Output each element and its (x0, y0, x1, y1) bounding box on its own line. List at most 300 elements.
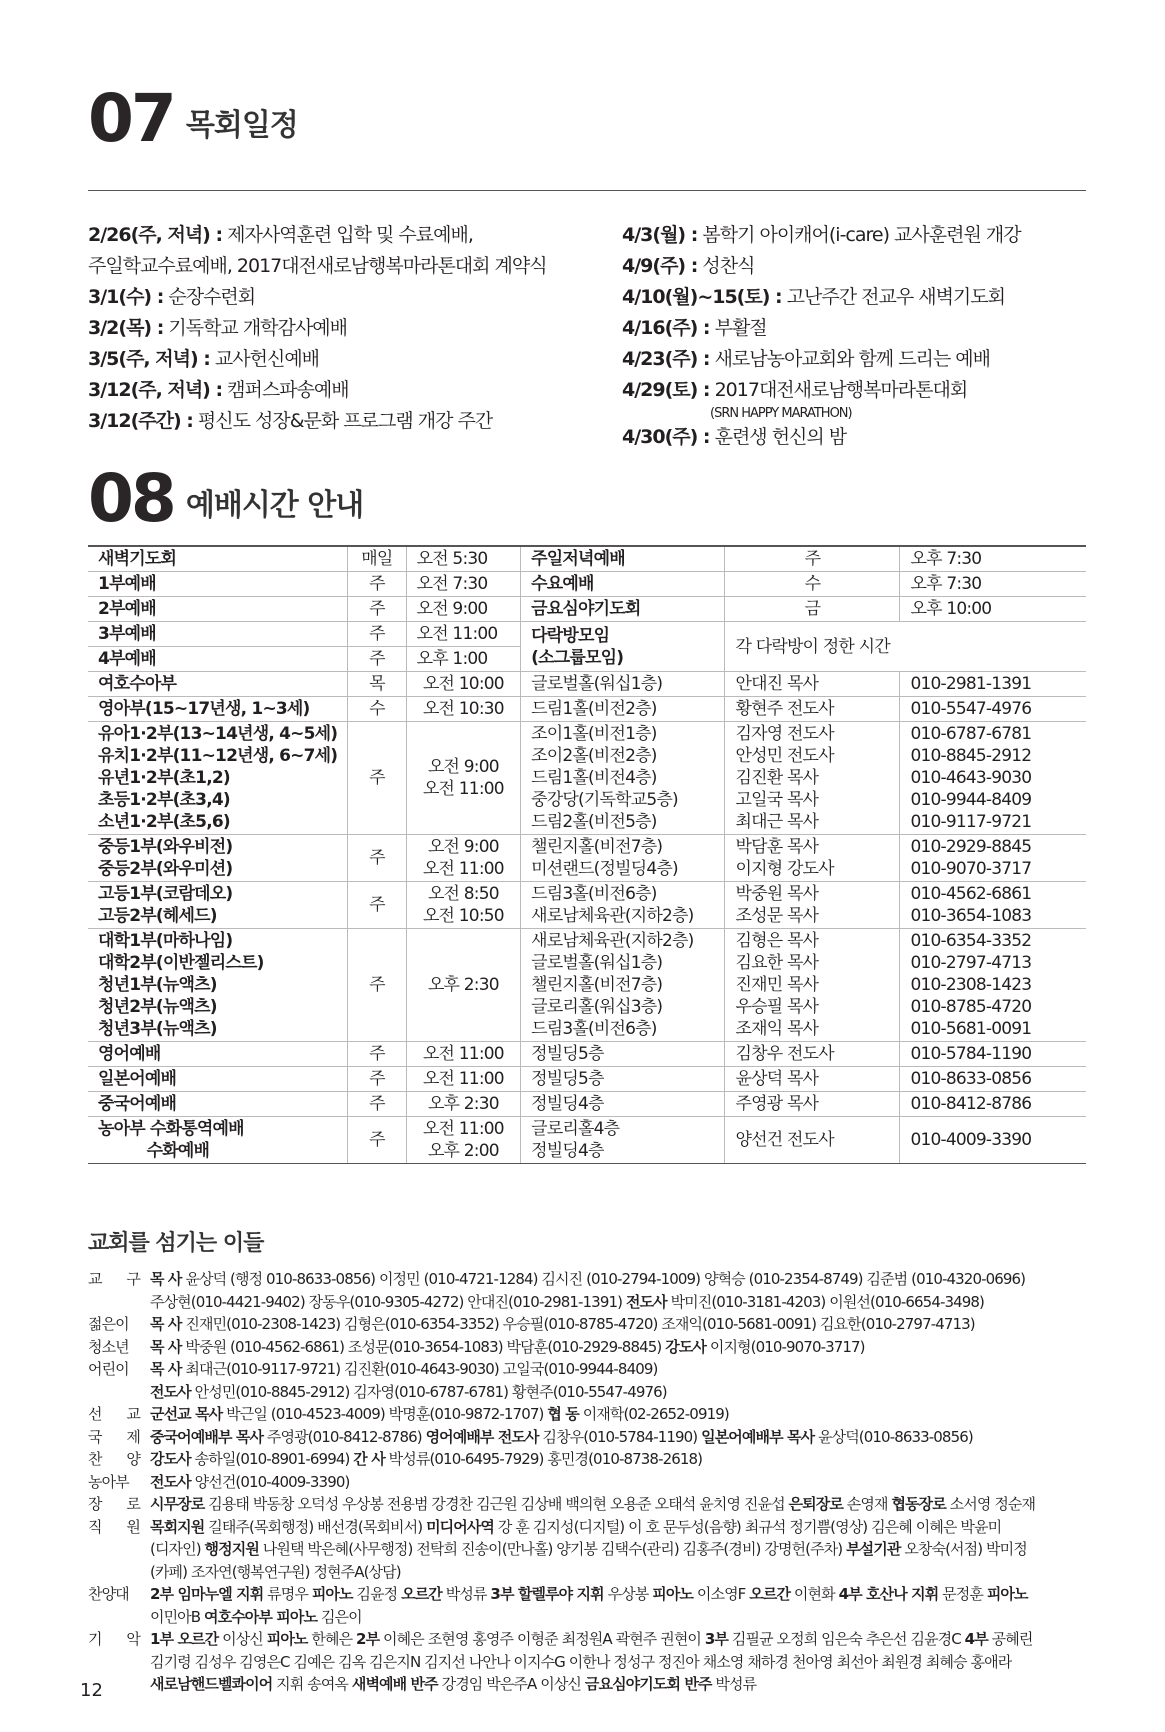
department-name (88, 929, 348, 1042)
staff-line (150, 1358, 1098, 1381)
service-time (406, 1067, 521, 1092)
staff-group-text (150, 1336, 1098, 1359)
staff-name-line: 박중원 목사 (735, 884, 819, 904)
staff-name-line: 우승필 목사 (735, 997, 819, 1017)
department-name-line: 유아1·2부(13~14년생, 4~5세) (98, 724, 338, 744)
staff-role: 군선교 목사 (150, 1405, 223, 1423)
service-time-line: 오전 9:00 (427, 757, 499, 777)
schedule-text: 성찬식 (697, 255, 755, 277)
worship-row (88, 1067, 1086, 1092)
staff-name (725, 1117, 900, 1164)
staff-names: 나원택 박은혜(사무행정) 전탁희 진송이(만나홀) 양기봉 김택수(관리) 김홍주(경비) 강명헌(주차) (258, 1540, 847, 1558)
staff-role: 시무장로 (150, 1495, 205, 1513)
service-place-line: 미션랜드(정빌딩4층) (531, 859, 678, 879)
service-place-line: 새로남체육관(지하2층) (531, 931, 694, 951)
service-day: 주 (725, 546, 900, 572)
staff-phone-line: 010-2797-4713 (910, 953, 1032, 973)
staff-role: 전도사 (625, 1292, 667, 1311)
department-name-line: 소년1·2부(초5,6) (98, 812, 230, 832)
staff-names: 윤상덕(010-8633-0856) (814, 1427, 973, 1446)
staff-line (150, 1561, 1098, 1584)
staff-names: 김기령 김성우 김영은C 김예은 김옥 김은지N 김지선 나안나 이지수G 이한나 정성구 정진아 채소영 채하경 천아영 최선아 최원경 최혜승 홍애라 (150, 1652, 1012, 1671)
staff-line (150, 1583, 1098, 1606)
schedule-item (88, 313, 618, 344)
service-name: 3부예배 (88, 622, 348, 647)
staff-line (150, 1403, 1098, 1426)
staff-role: 협 동 (547, 1405, 579, 1423)
staff-group-label: 찬 양 (88, 1450, 140, 1468)
schedule-date: 4/3(월) : (622, 224, 698, 246)
service-time: 오후 7:30 (900, 546, 1086, 572)
worship-row (88, 546, 1086, 572)
staff-name-line: 김창우 전도사 (735, 1044, 834, 1064)
worship-row (88, 835, 1086, 882)
staff-line (150, 1606, 1098, 1629)
worship-row (88, 697, 1086, 722)
department-name (88, 722, 348, 835)
service-time: 오후 1:00 (406, 647, 521, 672)
schedule-item (622, 344, 1092, 375)
staff-names: 박성류(010-6495-7929) 홍민경(010-8738-2618) (384, 1450, 703, 1468)
department-name-line: 영어예배 (98, 1044, 161, 1064)
section-title: 예배시간 안내 (185, 488, 364, 523)
staff-phone-line: 010-8785-4720 (910, 997, 1032, 1017)
staff-phone-line: 010-9944-8409 (910, 790, 1032, 810)
service-day: 주 (348, 647, 406, 672)
service-place (521, 697, 725, 722)
staff-phone (900, 697, 1086, 722)
service-time-line: 오전 10:30 (422, 699, 504, 719)
staff-phone (900, 1067, 1086, 1092)
staff-phone-line: 010-4562-6861 (910, 884, 1032, 904)
staff-names: 이현화 (790, 1585, 839, 1603)
worship-row (88, 597, 1086, 622)
staff-phone-line: 010-9070-3717 (910, 859, 1032, 879)
staff-role: 피아노 (652, 1585, 694, 1603)
department-name-line: 중등2부(와우미션) (98, 859, 233, 879)
service-place (521, 882, 725, 929)
service-place (521, 1067, 725, 1092)
staff-line (150, 1381, 1098, 1404)
department-name-line: 농아부 수화통역예배 (98, 1119, 244, 1139)
staff-role: 일본어예배부 목사 (701, 1427, 815, 1446)
service-time (406, 1092, 521, 1117)
staff-names: 우상봉 (603, 1585, 653, 1603)
service-place-line: 글로리홀4층 (531, 1119, 620, 1139)
schedule-item (622, 422, 1092, 453)
staff-name-line: 조재익 목사 (735, 1019, 819, 1039)
department-name (88, 672, 348, 697)
service-time-line: 오후 2:30 (427, 975, 499, 995)
department-name-line: 청년2부(뉴액츠) (98, 997, 217, 1017)
service-time-line: 오전 11:00 (422, 859, 504, 879)
staff-role: 피아노 (986, 1585, 1028, 1603)
staff-name-line: 양선건 전도사 (735, 1130, 834, 1150)
staff-name-line: 김요한 목사 (735, 953, 819, 973)
schedule-text: 봄학기 아이캐어(i-care) 교사훈련원 개강 (697, 224, 1021, 246)
staff-name-line: 김진환 목사 (735, 768, 819, 788)
staff-phone-line: 010-5547-4976 (910, 699, 1032, 719)
worship-row (88, 1042, 1086, 1067)
staff-name-line: 김형은 목사 (735, 931, 819, 951)
staff-name-line: 최대근 목사 (735, 812, 819, 832)
staff-line (150, 1628, 1098, 1651)
staff-names: 이재학(02-2652-0919) (578, 1405, 729, 1423)
staff-phone (900, 1042, 1086, 1067)
staff-role: 피아노 (311, 1585, 353, 1603)
staff-group (88, 1313, 1098, 1336)
staff-group-text (150, 1313, 1098, 1336)
staff-group-label: 직 원 (88, 1517, 140, 1536)
worship-row (88, 929, 1086, 1042)
staff-line (150, 1651, 1098, 1674)
schedule-date: 4/16(주) : (622, 317, 710, 339)
service-place-line: 글로벌홀(워십1층) (531, 953, 663, 973)
staff-role: 3부 (704, 1630, 729, 1648)
schedule-item (88, 220, 618, 251)
service-place (521, 672, 725, 697)
staff-group-text (150, 1493, 1098, 1516)
service-name: 금요심야기도회 (521, 597, 725, 622)
service-time-line: 오전 8:50 (427, 884, 499, 904)
worship-row (88, 622, 1086, 647)
service-time (406, 672, 521, 697)
service-place (521, 1092, 725, 1117)
service-day: 주 (348, 1117, 406, 1164)
department-name-line: 대학2부(이반젤리스트) (98, 953, 264, 973)
staff-phone (900, 1092, 1086, 1117)
schedule-item (622, 375, 1092, 406)
staff-name-line: 안대진 목사 (735, 674, 819, 694)
service-place-line: 챌린지홀(비전7층) (531, 837, 663, 857)
staff-names: 문정훈 (938, 1585, 987, 1603)
staff-name (725, 882, 900, 929)
department-name-line: 중등1부(와우비전) (98, 837, 233, 857)
staff-group-label: 젊은이 (88, 1315, 129, 1333)
service-time: 오전 11:00 (406, 622, 521, 647)
staff-phone-line: 010-2981-1391 (910, 674, 1032, 694)
service-name: 4부예배 (88, 647, 348, 672)
worship-row (88, 1117, 1086, 1164)
staff-names: 길태주(목회행정) 배선경(목회비서) (204, 1517, 427, 1536)
schedule-item (88, 251, 618, 282)
staff-role: 오르간 (749, 1585, 791, 1603)
staff-group-text (150, 1471, 1098, 1494)
service-place-line: 드림2홀(비전5층) (531, 812, 657, 832)
schedule-text: 기독학교 개학감사예배 (163, 317, 347, 339)
service-day: 주 (348, 622, 406, 647)
staff-phone-line: 010-8412-8786 (910, 1094, 1032, 1114)
staff-role: 목 사 (150, 1337, 182, 1356)
staff-role: 강도사 (665, 1337, 706, 1356)
staff-role: 1부 오르간 (150, 1630, 219, 1648)
staff-line (150, 1493, 1098, 1516)
staff-role: 4부 (964, 1630, 988, 1648)
service-place (521, 1117, 725, 1164)
staff-names: 김윤정 (352, 1585, 402, 1603)
staff-role: 오르간 (401, 1585, 442, 1603)
schedule-item (88, 375, 618, 406)
staff-group (88, 1336, 1098, 1359)
staff-name (725, 697, 900, 722)
staff-line (150, 1291, 1098, 1314)
staff-group-label: 장 로 (88, 1495, 140, 1513)
department-name-line: 수화예배 (98, 1141, 210, 1161)
staff-names: 주상현(010-4421-9402) 장동우(010-9305-4272) 안대진(010-2981-1391) (150, 1292, 626, 1311)
service-place-line: 드림1홀(비전2층) (531, 699, 657, 719)
schedule-item (88, 406, 618, 437)
staff-role: 목 사 (150, 1315, 182, 1333)
staff-names: 지휘 송여옥 (272, 1675, 352, 1693)
service-time: 오전 7:30 (406, 572, 521, 597)
service-day: 주 (348, 882, 406, 929)
schedule-subtext: (SRN HAPPY MARATHON) (710, 406, 852, 421)
schedule-item (622, 313, 1092, 344)
schedule-text: 평신도 성장&문화 프로그램 개강 주간 (192, 410, 493, 432)
department-name-line: 영아부(15~17년생, 1~3세) (98, 699, 310, 719)
staff-names: 박성류 (711, 1675, 757, 1693)
department-name (88, 697, 348, 722)
service-place (521, 1042, 725, 1067)
schedule-item (622, 220, 1092, 251)
staff-group-text (150, 1448, 1098, 1471)
staff-names: 공혜린 (987, 1630, 1033, 1648)
staff-group-label: 청소년 (88, 1337, 129, 1356)
service-time: 오전 9:00 (406, 597, 521, 622)
schedule-date: 4/23(주) : (622, 348, 710, 370)
staff-line (150, 1516, 1098, 1539)
schedule-item (622, 251, 1092, 282)
schedule-text: 2017대전새로남행복마라톤대회 (709, 379, 968, 401)
service-time-line: 오후 2:30 (427, 1094, 499, 1114)
staff-name-line: 김자영 전도사 (735, 724, 834, 744)
staff-names: 윤상덕 (행정 010-8633-0856) 이정민 (010-4721-1284) 김시진 (010-2794-1009) 양혁승 (010-2354-8749) 김준범 (010-4320-0696) (181, 1270, 1026, 1288)
staff-role: 피아노 (266, 1630, 308, 1648)
section-number: 08 (88, 460, 174, 537)
staff-role: 새로남핸드벨콰이어 (150, 1675, 273, 1693)
service-place-line: 조이2홀(비전2층) (531, 746, 657, 766)
staff-name-line: 박담훈 목사 (735, 837, 819, 857)
department-name (88, 1092, 348, 1117)
service-time-line: 오후 2:00 (427, 1141, 499, 1161)
staff-names: 손영재 (842, 1495, 892, 1513)
schedule-date: 4/10(월)~15(토) : (622, 286, 782, 308)
staff-group (88, 1516, 1098, 1584)
service-day: 주 (348, 597, 406, 622)
schedule-text: 순장수련회 (163, 286, 256, 308)
staff-group (88, 1426, 1098, 1449)
staff-phone-line: 010-2308-1423 (910, 975, 1032, 995)
schedule-text: 제자사역훈련 입학 및 수료예배, (222, 224, 473, 246)
staff-role: 2부 임마누엘 지휘 (150, 1585, 264, 1603)
worship-row (88, 572, 1086, 597)
department-name (88, 882, 348, 929)
staff-line (150, 1313, 1098, 1336)
service-day: 금 (725, 597, 900, 622)
section-title: 목회일정 (185, 108, 298, 143)
staff-names: (카페) 조자연(행복연구원) 정현주A(상담) (150, 1562, 401, 1581)
service-place-line: 드림3홀(비전6층) (531, 884, 657, 904)
staff-role: 전도사 (150, 1382, 191, 1401)
staff-line (150, 1268, 1098, 1291)
staff-group (88, 1358, 1098, 1403)
service-place (521, 722, 725, 835)
service-name: 수요예배 (521, 572, 725, 597)
section-07-header (88, 80, 298, 157)
service-place-line: 중강당(기독학교5층) (531, 790, 678, 810)
staff-names: 이상신 (218, 1630, 267, 1648)
service-time (406, 835, 521, 882)
staff-name (725, 835, 900, 882)
staff-names: 주영광(010-8412-8786) (263, 1427, 426, 1446)
service-time-line: 오전 11:00 (422, 779, 504, 799)
staff-group-text (150, 1628, 1098, 1696)
staff-role: 부설기관 (846, 1540, 901, 1558)
service-place-line: 정빌딩5층 (531, 1044, 604, 1064)
department-name (88, 1042, 348, 1067)
service-time (406, 697, 521, 722)
department-name-line: 고등2부(헤세드) (98, 906, 217, 926)
schedule-left-column (88, 220, 618, 437)
staff-names: 박근일 (010-4523-4009) 박명훈(010-9872-1707) (222, 1405, 548, 1423)
schedule-date: 3/5(주, 저녁) : (88, 348, 210, 370)
staff-phone-line: 010-5681-0091 (910, 1019, 1032, 1039)
staff-group (88, 1471, 1098, 1494)
service-name: 2부예배 (88, 597, 348, 622)
staff-name-line: 주영광 목사 (735, 1094, 819, 1114)
staff-phone-line: 010-9117-9721 (910, 812, 1032, 832)
staff-list (88, 1268, 1098, 1696)
department-name-line: 중국어예배 (98, 1094, 177, 1114)
staff-group (88, 1403, 1098, 1426)
staff-names: 이혜은 조현영 홍영주 이형준 최정원A 곽현주 권현이 (379, 1630, 705, 1648)
schedule-right-column (622, 220, 1092, 453)
staff-names: 김필균 오정희 임은숙 추은선 김윤경C (728, 1630, 965, 1648)
service-time: 오후 7:30 (900, 572, 1086, 597)
department-name-line: 여호수아부 (98, 674, 177, 694)
service-name: 주일저녁예배 (521, 546, 725, 572)
staff-names: 김은이 (317, 1607, 362, 1626)
staff-names: 진재민(010-2308-1423) 김형은(010-6354-3352) 우승필(010-8785-4720) 조재익(010-5681-0091) 김요한(010-2797-4713) (181, 1315, 975, 1333)
service-time (406, 1117, 521, 1164)
schedule-date: 3/12(주, 저녁) : (88, 379, 223, 401)
staff-name-line: 안성민 전도사 (735, 746, 834, 766)
staff-group-label: 어린이 (88, 1360, 129, 1378)
staff-names: (디자인) (150, 1540, 205, 1558)
staff-names: 박중원 (010-4562-6861) 조성문(010-3654-1083) 박담훈(010-2929-8845) (181, 1337, 666, 1356)
schedule-date: 3/2(목) : (88, 317, 164, 339)
staff-group-text (150, 1268, 1098, 1313)
schedule-text: 캠퍼스파송예배 (222, 379, 349, 401)
staff-role: 협동장로 (891, 1495, 946, 1513)
staff-phone (900, 835, 1086, 882)
staff-name (725, 1067, 900, 1092)
staff-section-title: 교회를 섬기는 이들 (88, 1231, 264, 1256)
service-place-line: 챌린지홀(비전7층) (531, 975, 663, 995)
staff-group-label: 농아부 (88, 1472, 129, 1491)
staff-phone-line: 010-2929-8845 (910, 837, 1032, 857)
staff-name-line: 이지형 강도사 (735, 859, 834, 879)
staff-role: 여호수아부 피아노 (204, 1607, 318, 1626)
darak-time: 각 다락방이 정한 시간 (725, 622, 1086, 672)
section-number: 07 (88, 80, 174, 157)
staff-line (150, 1448, 1098, 1471)
staff-phone-line: 010-6787-6781 (910, 724, 1032, 744)
staff-role: 강도사 (150, 1450, 191, 1468)
staff-role: 새벽예배 반주 (351, 1675, 438, 1693)
staff-group-text (150, 1403, 1098, 1426)
staff-role: 은퇴장로 (788, 1495, 843, 1513)
service-day: 주 (348, 1042, 406, 1067)
service-time-line: 오전 10:50 (422, 906, 504, 926)
schedule-item (622, 282, 1092, 313)
staff-name-line: 진재민 목사 (735, 975, 819, 995)
staff-group-label: 국 제 (88, 1427, 140, 1446)
staff-role: 목 사 (150, 1270, 182, 1288)
schedule-item (88, 282, 618, 313)
service-time (406, 1042, 521, 1067)
service-place (521, 835, 725, 882)
staff-role: 미디어사역 (426, 1517, 495, 1536)
staff-phone-line: 010-6354-3352 (910, 931, 1032, 951)
service-place-line: 조이1홀(비전1층) (531, 724, 657, 744)
staff-name (725, 1042, 900, 1067)
staff-group-text (150, 1358, 1098, 1403)
staff-names: 최대근(010-9117-9721) 김진환(010-4643-9030) 고일국(010-9944-8409) (181, 1360, 658, 1378)
service-time-line: 오전 11:00 (422, 1044, 504, 1064)
service-day: 주 (348, 1092, 406, 1117)
staff-line (150, 1336, 1098, 1359)
department-name-line: 대학1부(마하나임) (98, 931, 233, 951)
service-day: 주 (348, 572, 406, 597)
staff-name-line: 윤상덕 목사 (735, 1069, 819, 1089)
darak-name-line: (소그룹모임) (531, 647, 624, 668)
staff-group-label: 찬양대 (88, 1585, 129, 1603)
service-place-line: 정빌딩4층 (531, 1141, 604, 1161)
staff-group (88, 1448, 1098, 1471)
schedule-item (88, 344, 618, 375)
staff-name-line: 황현주 전도사 (735, 699, 834, 719)
staff-group-label: 교 구 (88, 1270, 140, 1288)
schedule-text: 훈련생 헌신의 밤 (709, 426, 847, 448)
staff-names: 오창숙(서점) 박미정 (900, 1540, 1027, 1558)
department-name-line: 유치1·2부(11~12년생, 6~7세) (98, 746, 338, 766)
staff-role: 3부 할렐루야 지휘 (490, 1585, 604, 1603)
schedule-text: 부활절 (709, 317, 767, 339)
schedule-date: 3/1(수) : (88, 286, 164, 308)
service-day: 주 (348, 1067, 406, 1092)
staff-group (88, 1493, 1098, 1516)
staff-names: 강경임 박은주A 이상신 (437, 1675, 585, 1693)
department-name-line: 초등1·2부(초3,4) (98, 790, 230, 810)
service-time-line: 오전 9:00 (427, 837, 499, 857)
staff-names: 한혜은 (307, 1630, 357, 1648)
department-name-line: 청년3부(뉴액츠) (98, 1019, 217, 1039)
service-name: 1부예배 (88, 572, 348, 597)
service-day: 매일 (348, 546, 406, 572)
schedule-text: 주일학교수료예배, 2017대전새로남행복마라톤대회 계약식 (88, 255, 547, 277)
service-time-line: 오전 11:00 (422, 1069, 504, 1089)
staff-names: 김용태 박동창 오덕성 우상봉 전용범 강경찬 김근원 김상배 백의현 오용준 오태석 윤치영 진윤섭 (204, 1495, 789, 1513)
staff-group (88, 1268, 1098, 1313)
staff-names: 박미진(010-3181-4203) 이원선(010-6654-3498) (666, 1292, 985, 1311)
service-place-line: 드림3홀(비전6층) (531, 1019, 657, 1039)
staff-names: 류명우 (263, 1585, 312, 1603)
staff-group-label: 기 악 (88, 1630, 140, 1648)
staff-group-text (150, 1516, 1098, 1584)
department-name (88, 1117, 348, 1164)
service-place-line: 글로벌홀(워십1층) (531, 674, 663, 694)
